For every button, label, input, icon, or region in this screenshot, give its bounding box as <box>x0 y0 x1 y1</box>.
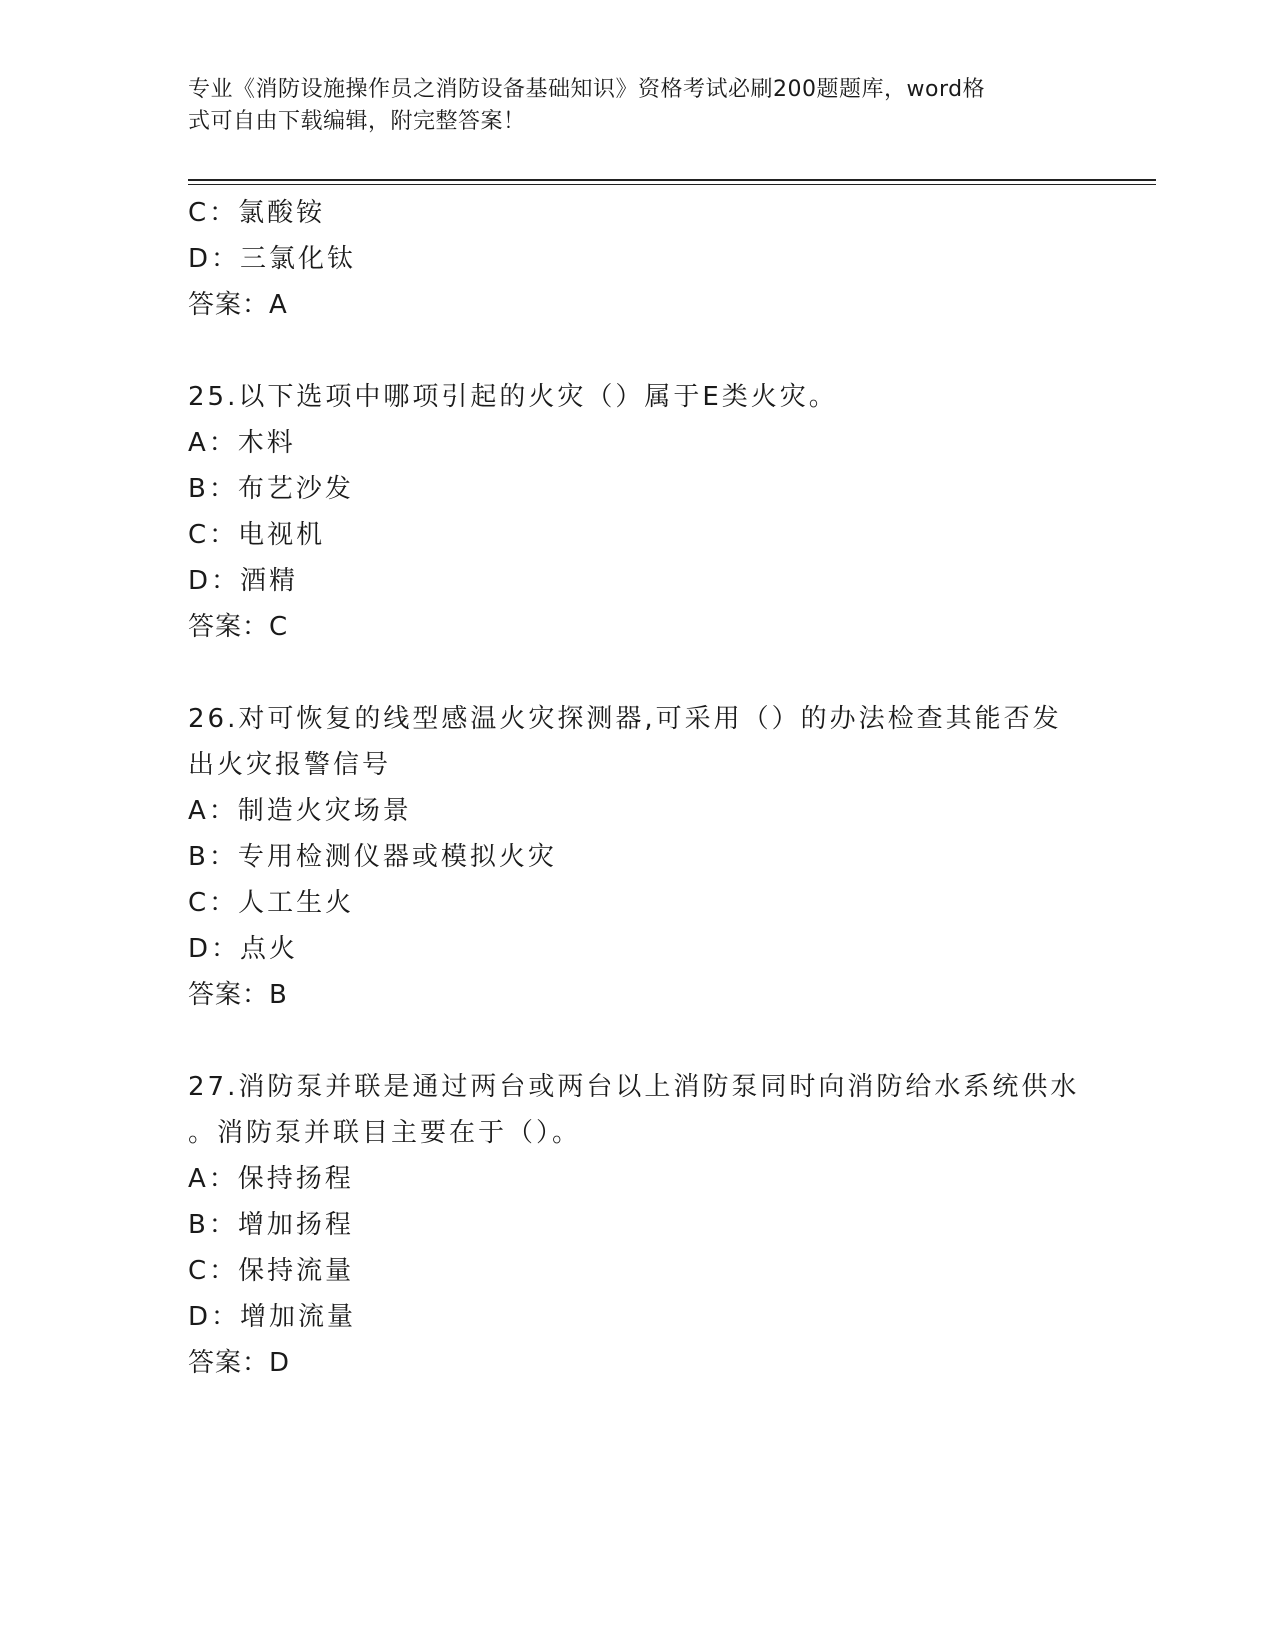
answer-line: 答案：D <box>188 1348 291 1378</box>
prev-question-block <box>188 190 1088 328</box>
option-a: A：木料 <box>188 428 296 458</box>
option-c: C：保持流量 <box>188 1256 355 1286</box>
question-25 <box>188 374 1088 650</box>
header-divider-thin <box>188 184 1156 185</box>
option-d: D：三氯化钛 <box>188 244 357 274</box>
header-line-2: 式可自由下载编辑，附完整答案！ <box>188 109 526 134</box>
question-text-continued: 出火灾报警信号 <box>188 750 392 780</box>
option-b: B：专用检测仪器或模拟火灾 <box>188 842 557 872</box>
option-a: A：制造火灾场景 <box>188 796 412 826</box>
option-c: C：氯酸铵 <box>188 198 326 228</box>
question-text: 27.消防泵并联是通过两台或两台以上消防泵同时向消防给水系统供水 <box>188 1072 1080 1102</box>
spacer <box>188 328 1088 374</box>
answer-line: 答案：B <box>188 980 288 1010</box>
question-text-continued: 。消防泵并联目主要在于（）。 <box>188 1118 582 1148</box>
page-header <box>188 74 1068 138</box>
question-27 <box>188 1064 1088 1386</box>
option-c: C：人工生火 <box>188 888 355 918</box>
spacer <box>188 650 1088 696</box>
header-divider <box>188 179 1156 181</box>
answer-line: 答案：A <box>188 290 288 320</box>
option-d: D：增加流量 <box>188 1302 357 1332</box>
option-d: D：酒精 <box>188 566 299 596</box>
question-text: 26.对可恢复的线型感温火灾探测器,可采用（）的办法检查其能否发 <box>188 704 1062 734</box>
spacer <box>188 1018 1088 1064</box>
option-c: C：电视机 <box>188 520 326 550</box>
question-26 <box>188 696 1088 1018</box>
answer-line: 答案：C <box>188 612 289 642</box>
option-d: D：点火 <box>188 934 299 964</box>
option-b: B：增加扬程 <box>188 1210 354 1240</box>
question-list <box>188 190 1088 1386</box>
option-b: B：布艺沙发 <box>188 474 354 504</box>
option-a: A：保持扬程 <box>188 1164 354 1194</box>
header-line-1: 专业《消防设施操作员之消防设备基础知识》资格考试必刷200题题库，word格 <box>188 77 986 102</box>
question-text: 25.以下选项中哪项引起的火灾（）属于E类火灾。 <box>188 382 838 412</box>
